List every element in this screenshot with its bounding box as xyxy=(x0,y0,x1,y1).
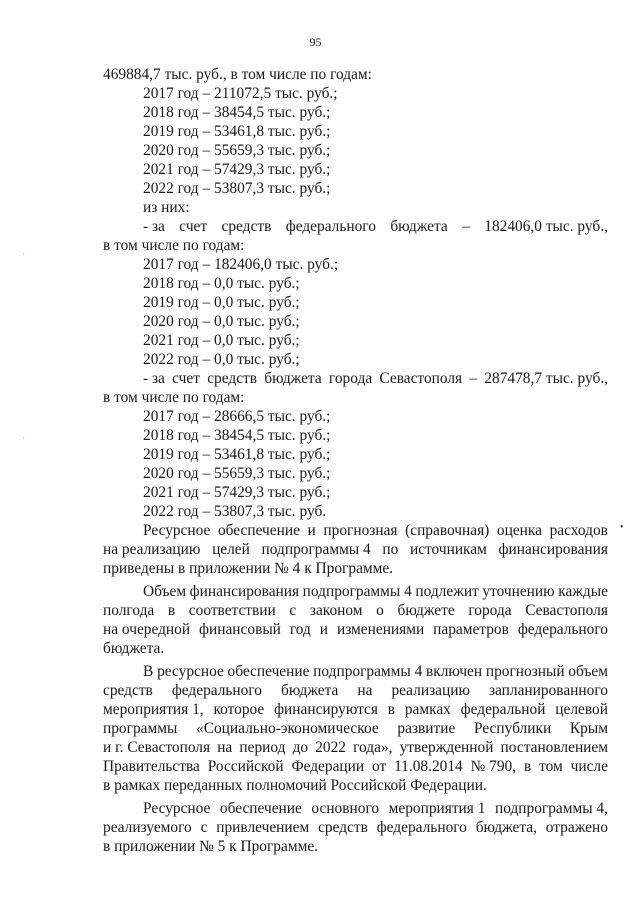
text-line: 2017 год – 182406,0 тыс. руб.; xyxy=(143,256,339,273)
scan-speck: · xyxy=(22,434,26,445)
text-line: 2022 год – 53807,3 тыс. руб.; xyxy=(143,180,331,197)
text-line: 2020 год – 0,0 тыс. руб.; xyxy=(143,313,300,330)
page-number: 95 xyxy=(309,35,322,49)
text-line: 2022 год – 0,0 тыс. руб.; xyxy=(143,351,300,368)
text-line: 2020 год – 55659,3 тыс. руб.; xyxy=(143,465,331,482)
text-line: в рамках переданных полномочий Российской Федерации. xyxy=(103,777,487,794)
justified-line: Объем финансирования подпрограммы 4 подлежит уточнению каждые xyxy=(143,583,608,600)
justified-line: Ресурсное обеспечение и прогнозная (справочная) оценка расходов xyxy=(143,522,608,539)
text-line: 2018 год – 38454,5 тыс. руб.; xyxy=(143,427,331,444)
justified-line: Правительства Российской Федерации от 11.08.2014 № 790, в том числе xyxy=(103,758,608,775)
justified-line: средств федерального бюджета на реализацию запланированного xyxy=(103,682,608,699)
justified-line: - за счет средств бюджета города Севастополя – 287478,7 тыс. руб., xyxy=(143,370,608,387)
text-line: 2022 год – 53807,3 тыс. руб. xyxy=(143,503,327,520)
text-line: 2018 год – 38454,5 тыс. руб.; xyxy=(143,104,331,121)
justified-line: на реализацию целей подпрограммы 4 по источникам финансирования xyxy=(103,541,608,558)
justified-line: - за счет средств федерального бюджета – 182406,0 тыс. руб., xyxy=(143,218,608,235)
justified-line: В ресурсное обеспечение подпрограммы 4 включен прогнозный объем xyxy=(143,663,608,680)
text-line: 2020 год – 55659,3 тыс. руб.; xyxy=(143,142,331,159)
justified-line: программы «Социально-экономическое развитие Республики Крым xyxy=(103,720,608,737)
text-line: в том числе по годам: xyxy=(103,237,245,254)
text-line: 2019 год – 53461,8 тыс. руб.; xyxy=(143,446,331,463)
text-line: 2019 год – 0,0 тыс. руб.; xyxy=(143,294,300,311)
text-line: 2019 год – 53461,8 тыс. руб.; xyxy=(143,123,331,140)
justified-line: полгода в соответствии с законом о бюджете города Севастополя xyxy=(103,602,608,619)
text-line: бюджета. xyxy=(103,640,165,657)
justified-line: и г. Севастополя на период до 2022 года», утвержденной постановлением xyxy=(103,739,608,756)
text-line: 2018 год – 0,0 тыс. руб.; xyxy=(143,275,300,292)
text-line: 469884,7 тыс. руб., в том числе по годам: xyxy=(103,66,372,83)
text-line: в том числе по годам: xyxy=(103,389,245,406)
text-line: 2021 год – 57429,3 тыс. руб.; xyxy=(143,161,331,178)
text-line: 2021 год – 57429,3 тыс. руб.; xyxy=(143,484,331,501)
justified-line: Ресурсное обеспечение основного мероприятия 1 подпрограммы 4, xyxy=(143,800,608,817)
justified-line: реализуемого с привлечением средств федерального бюджета, отражено xyxy=(103,819,608,836)
text-line: приведены в приложении № 4 к Программе. xyxy=(103,560,394,577)
justified-line: на очередной финансовый год и изменениями параметров федерального xyxy=(103,621,608,638)
justified-line: мероприятия 1, которое финансируются в рамках федеральной целевой xyxy=(103,701,608,718)
text-line: 2021 год – 0,0 тыс. руб.; xyxy=(143,332,300,349)
text-line: в приложении № 5 к Программе. xyxy=(103,838,318,855)
scan-speck: · xyxy=(22,250,26,261)
text-line: 2017 год – 28666,5 тыс. руб.; xyxy=(143,408,331,425)
text-line: из них: xyxy=(143,199,190,216)
text-line: 2017 год – 211072,5 тыс. руб.; xyxy=(143,85,338,102)
scan-speck: • xyxy=(620,522,624,533)
